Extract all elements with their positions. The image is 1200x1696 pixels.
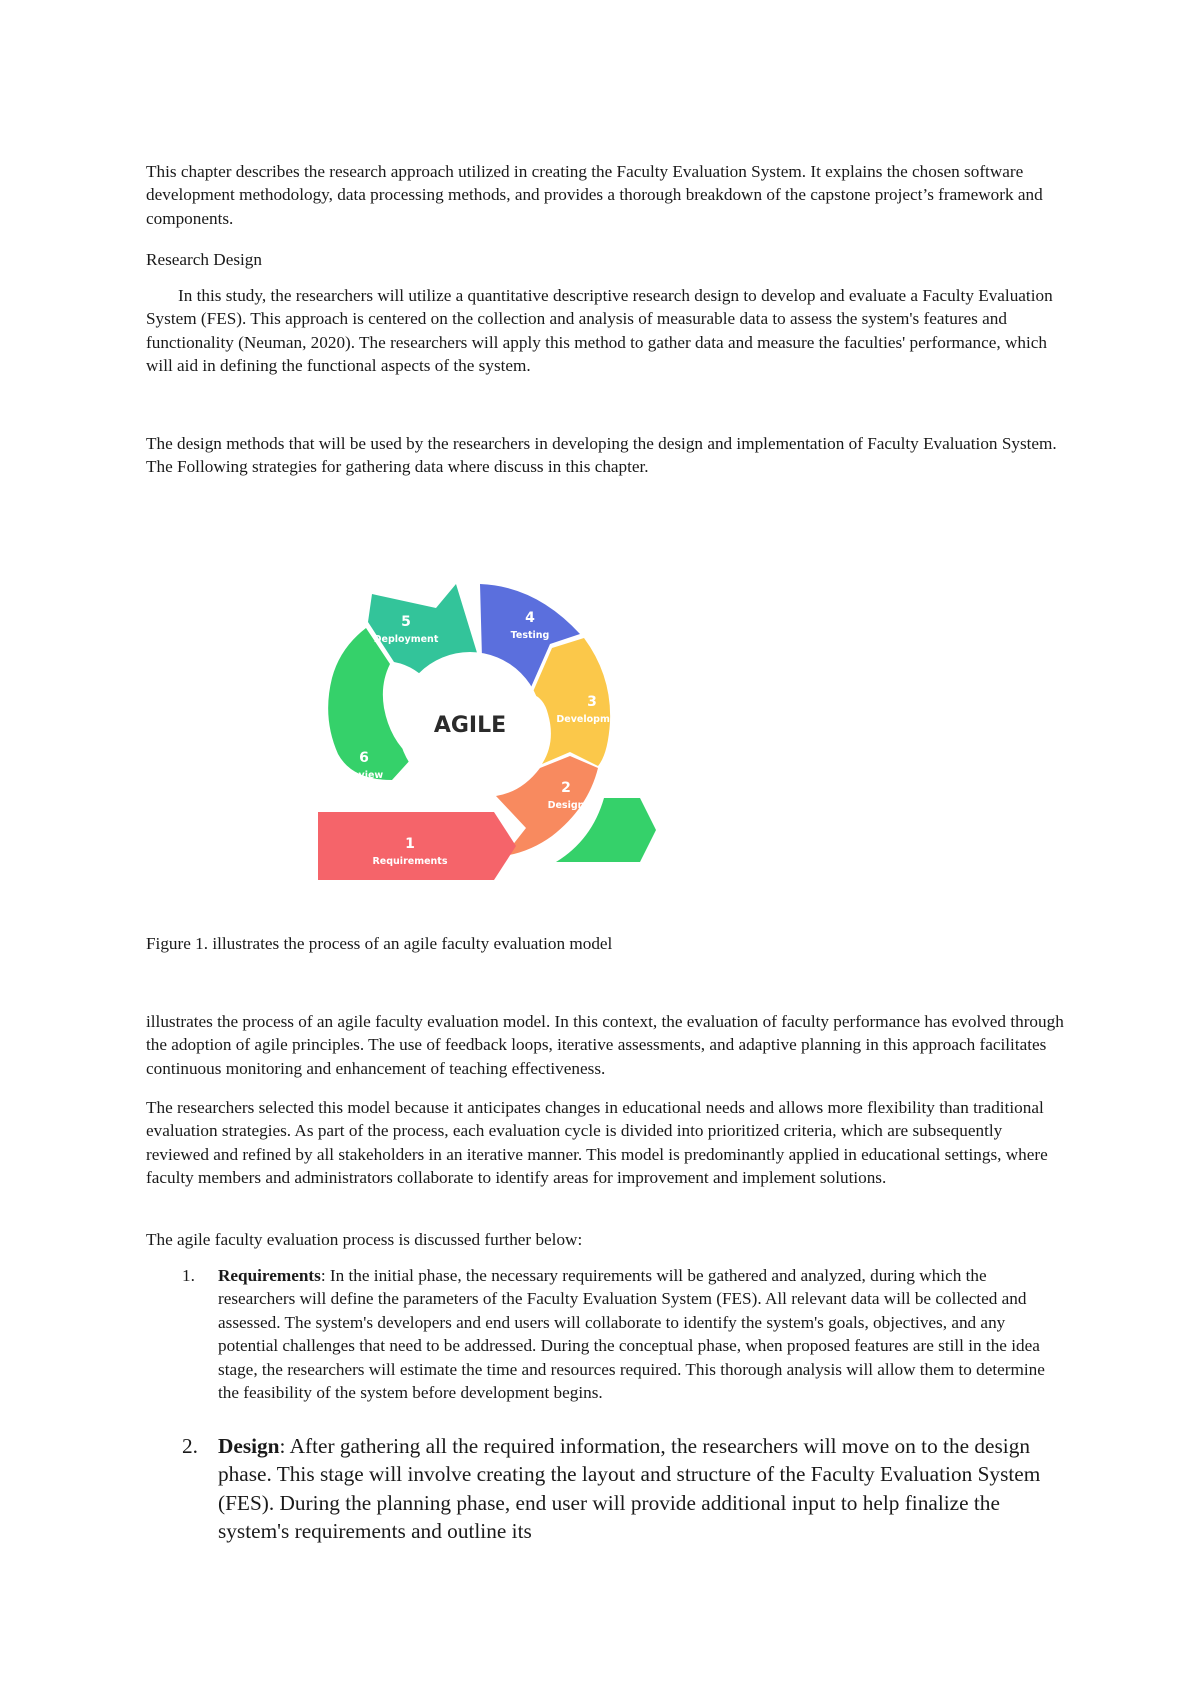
step-6-number: 6 (359, 750, 369, 766)
list-body (218, 1432, 1064, 1546)
list-body (218, 1264, 1064, 1404)
step-6-label: Review (344, 770, 384, 781)
step-2-number: 2 (561, 780, 571, 796)
process-intro-paragraph: The agile faculty evaluation process is discussed further below: (146, 1230, 583, 1249)
list-text: : In the initial phase, the necessary requirements will be gathered and analyzed, during which the researchers will define the parameters of the Faculty Evaluation System (FES). All relevant data will be collected and assessed. The system's developers and end users will collaborate to identify the system's goals, objectives, and any potential challenges that need to be addressed. During the conceptual phase, when proposed features are still in the idea stage, the researchers will estimate the time and resources required. This thorough analysis will allow them to determine the feasibility of the system before development begins. (218, 1266, 1045, 1403)
step-1-number: 1 (405, 836, 415, 852)
step-3-number: 3 (587, 694, 597, 710)
step-4-label: Testing (510, 630, 550, 641)
section-heading-research-design: Research Design (146, 250, 262, 269)
list-number: 1. (182, 1266, 195, 1285)
step-3-label: Development (556, 714, 628, 725)
model-selection-paragraph: The researchers selected this model because it anticipates changes in educational needs and allows more flexibility than traditional evaluation strategies. As part of the process, each evaluation cycle is divided into prioritized criteria, which are subsequently reviewed and refined by all stakeholders in an iterative manner. This model is predominantly applied in educational settings, where faculty members and administrators collaborate to identify areas for improvement and implement solutions. (146, 1098, 1048, 1188)
intro-paragraph: This chapter describes the research approach utilized in creating the Faculty Evaluation System. It explains the chosen software development methodology, data processing methods, and provides a thorough breakdown of the capstone project’s framework and components. (146, 162, 1043, 228)
agile-description-paragraph: illustrates the process of an agile faculty evaluation model. In this context, the evaluation of faculty performance has evolved through the adoption of agile principles. The use of feedback loops, iterative assessments, and adaptive planning in this approach facilitates continuous monitoring and enhancement of teaching effectiveness. (146, 1012, 1064, 1078)
step-5-label: Deployment (373, 634, 439, 645)
agile-cycle-figure (308, 584, 684, 896)
step-4-number: 4 (525, 610, 535, 626)
design-methods-paragraph: The design methods that will be used by the researchers in developing the design and implementation of Faculty Evaluation System. The Following strategies for gathering data where discuss in this chapter. (146, 434, 1057, 477)
list-term: Requirements (218, 1266, 321, 1285)
step-1-label: Requirements (372, 856, 448, 867)
figure-caption: Figure 1. illustrates the process of an agile faculty evaluation model (146, 934, 613, 953)
list-number: 2. (182, 1434, 198, 1458)
step-5-number: 5 (401, 614, 411, 630)
list-item-requirements (182, 1264, 1064, 1424)
agile-center-label: AGILE (433, 713, 507, 738)
list-term: Design (218, 1434, 280, 1458)
research-design-paragraph: In this study, the researchers will utilize a quantitative descriptive research design to develop and evaluate a Faculty Evaluation System (FES). This approach is centered on the collection and analysis of measurable data to assess the system's features and functionality (Neuman, 2020). The researchers will apply this method to gather data and measure the faculties' performance, which will aid in defining the functional aspects of the system. (146, 286, 1053, 376)
agile-cycle-diagram (308, 584, 684, 896)
step-2-label: Design (547, 800, 585, 811)
list-item-design (182, 1432, 1064, 1552)
segment-requirements (318, 812, 516, 880)
list-text: : After gathering all the required information, the researchers will move on to the design phase. This stage will involve creating the layout and structure of the Faculty Evaluation System (FES). During the planning phase, end user will provide additional input to help finalize the system's requirements and outline its (218, 1434, 1041, 1544)
